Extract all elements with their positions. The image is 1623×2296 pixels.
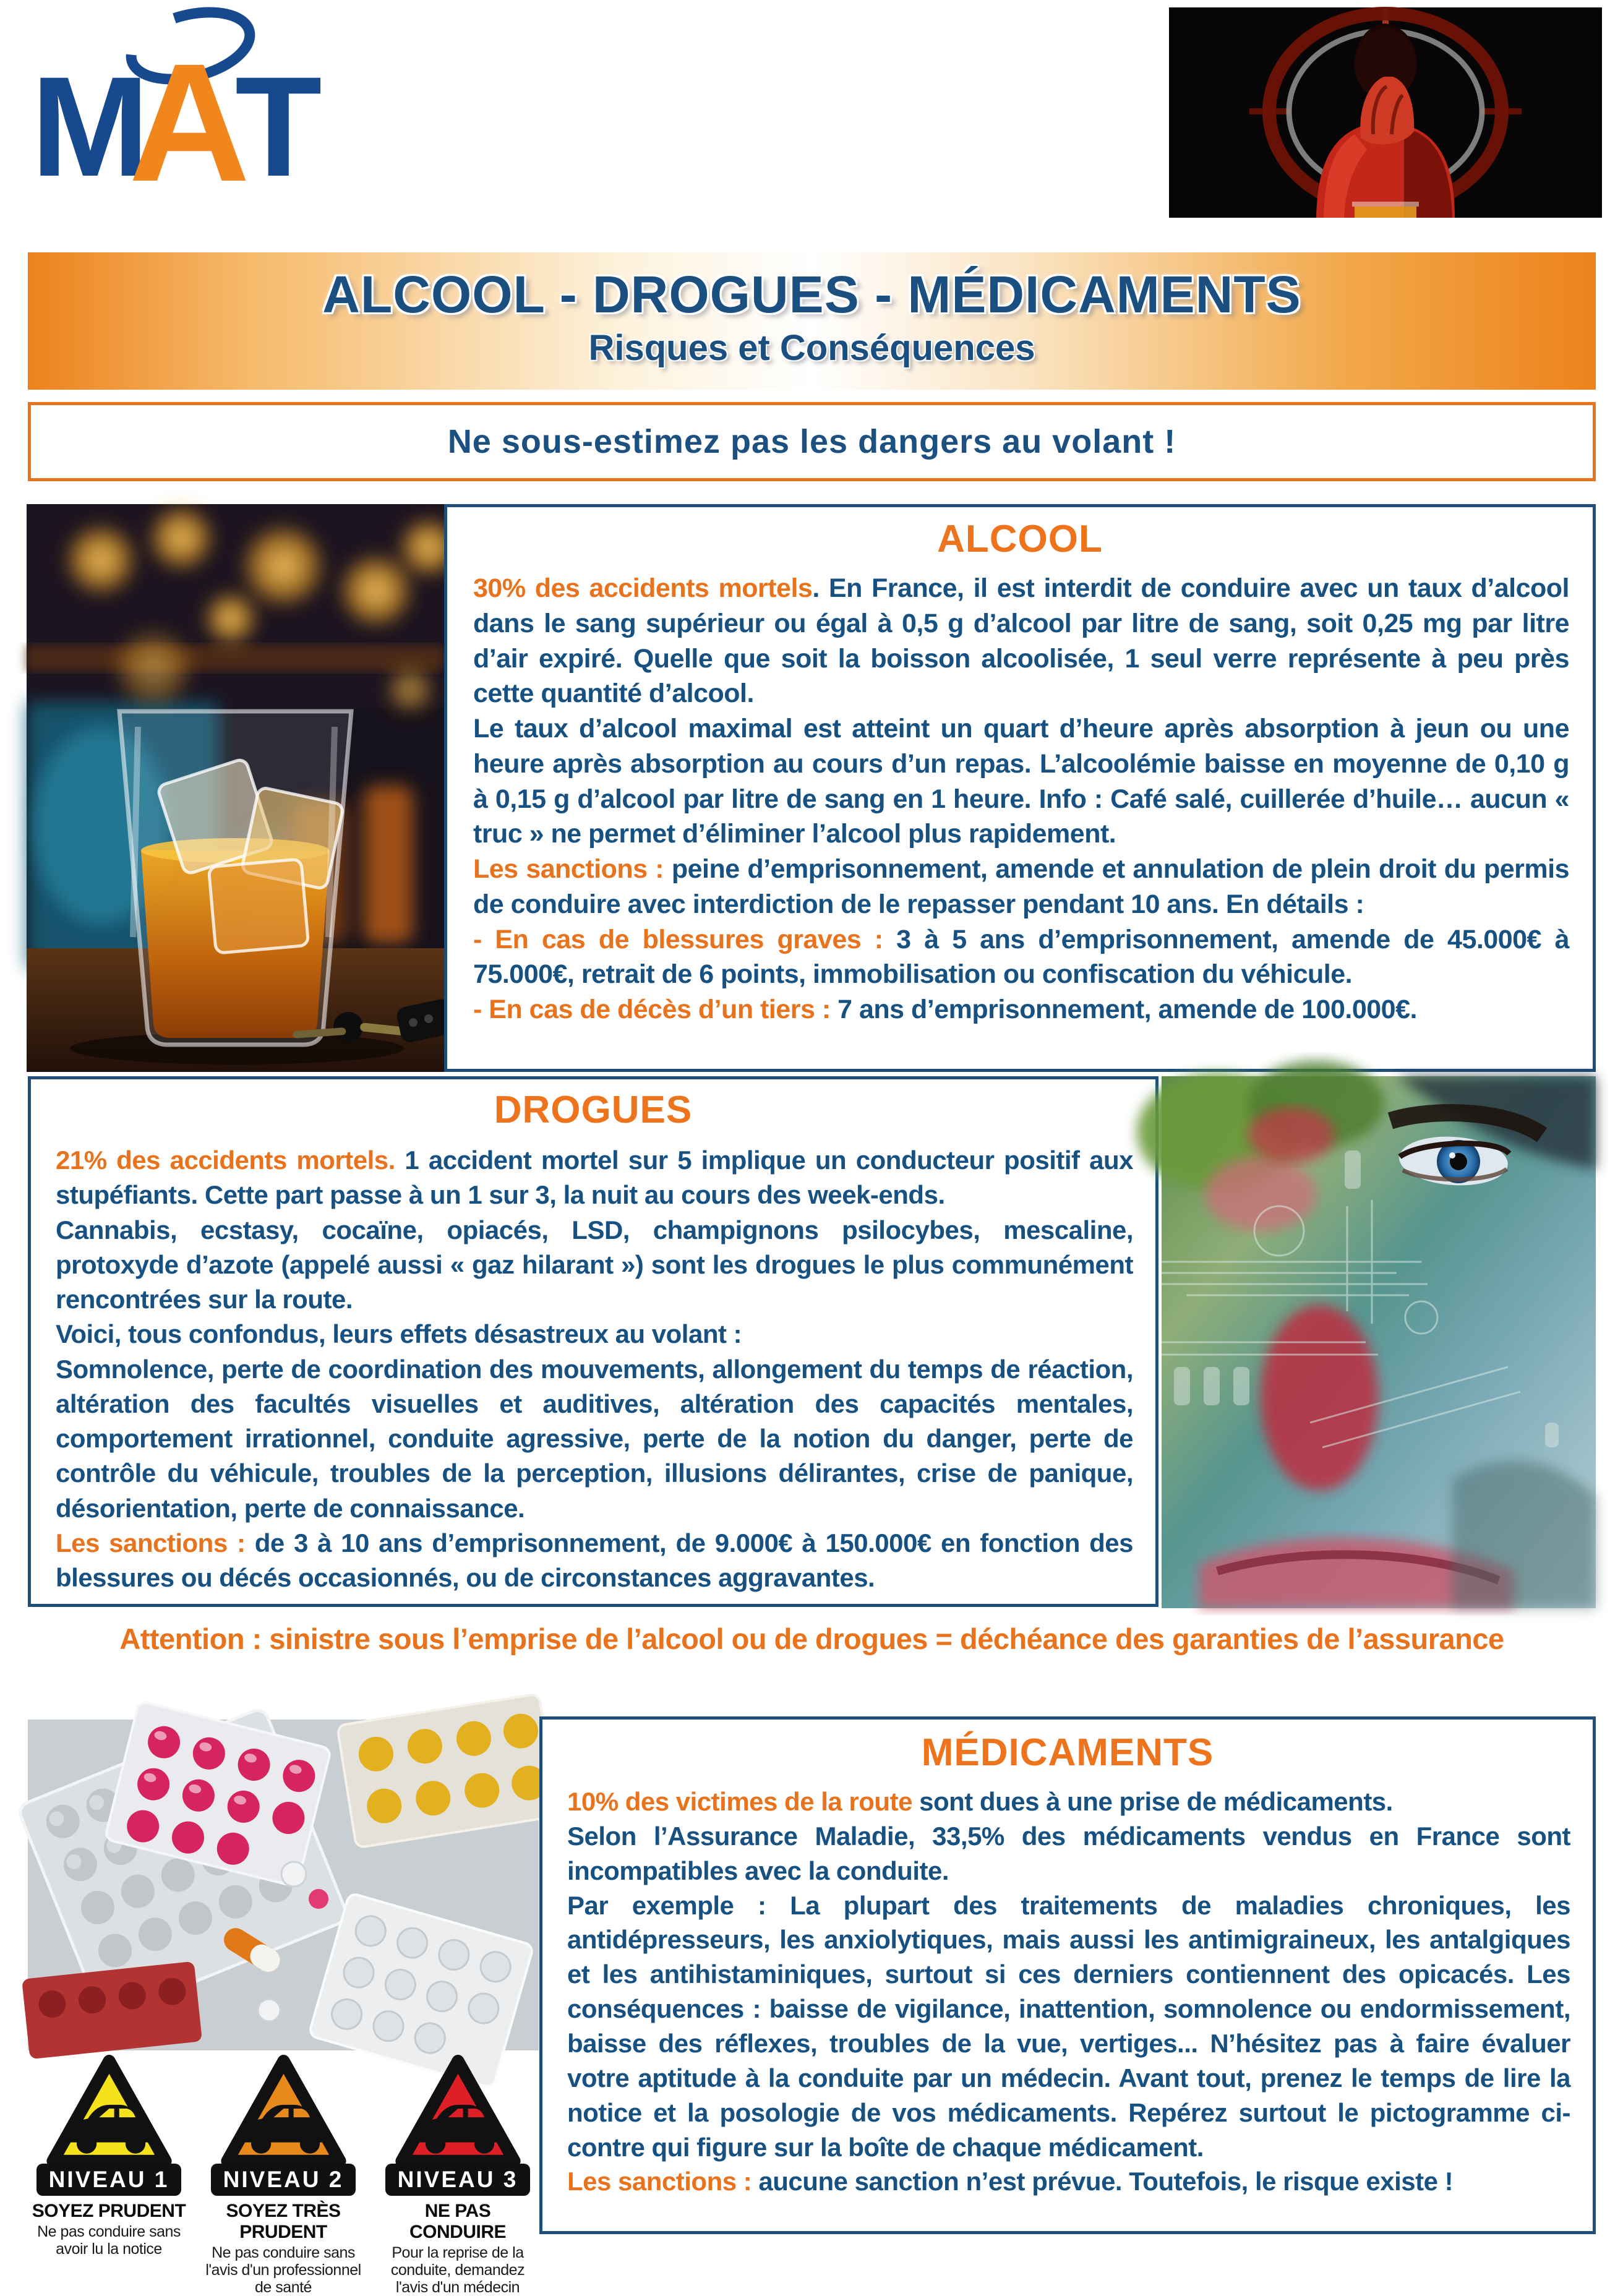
alcool-paragraph: 30% des accidents mortels. En France, il est interdit de conduire avec un taux d’alcool dans le sang supérieur ou égal à 0,5 g d’alcool par litre de sang, soit 0,25 mg par litre d’air expiré. Quelle que soit la boisson alcoolisée, 1 seul verre représente à peu près cette quantité d’alcool. xyxy=(473,573,1569,709)
drogues-sanctions-label: Les sanctions : xyxy=(56,1528,255,1557)
mat-logo-icon xyxy=(31,7,383,216)
header-photo xyxy=(1169,7,1602,219)
alcool-photo xyxy=(27,504,444,1072)
drogues-title: DROGUES xyxy=(494,1089,693,1131)
medicaments-paragraph: Les sanctions : aucune sanction n’est prévue. Toutefois, le risque existe ! xyxy=(567,2167,1454,2196)
drogues-paragraph: Les sanctions : de 3 à 10 ans d’emprisonnement, de 9.000€ à 150.000€ en fonction des blessures ou décés occasionnés, ou de circonstances aggravantes. xyxy=(56,1528,1133,1593)
face-nose-blob-icon xyxy=(1261,1305,1378,1491)
logo-letter-a: A xyxy=(129,28,251,216)
drogues-paragraph: Cannabis, ecstasy, cocaïne, opiacés, LSD, champignons psilocybes, mescaline, protoxyde d’azote (appelé aussi « gaz hilarant ») sont les drogues le plus communément rencontrées sur la route. xyxy=(56,1215,1133,1314)
warning-triangle-level3-icon xyxy=(388,2052,528,2167)
medicaments-photo xyxy=(28,1720,539,2050)
pictogram-title: SOYEZ PRUDENT xyxy=(32,2201,186,2221)
medicaments-sanctions-label: Les sanctions : xyxy=(567,2167,759,2196)
pictogram-subtitle: Ne pas conduire sans avoir lu la notice xyxy=(37,2223,181,2258)
warning-triangle-level1-icon xyxy=(40,2052,179,2167)
medicaments-stat: 10% des victimes de la route xyxy=(567,1787,920,1816)
drogues-body xyxy=(56,1143,1133,1595)
page-title: ALCOOL - DROGUES - MÉDICAMENTS xyxy=(322,265,1301,323)
niveau-badge: NIVEAU 1 xyxy=(36,2164,182,2196)
section-drogues xyxy=(28,1076,1158,1607)
pictogram-title: NE PAS CONDUIRE xyxy=(409,2201,506,2242)
tagline-text: Ne sous-estimez pas les dangers au volant ! xyxy=(447,423,1176,460)
logo-letter-t: T xyxy=(235,47,322,206)
alcool-stat: 30% des accidents mortels xyxy=(473,573,813,603)
drogues-photo xyxy=(1162,1076,1596,1608)
niveau-badge: NIVEAU 2 xyxy=(211,2164,356,2196)
pictogram-niveau-3 xyxy=(377,2052,539,2296)
alcool-body xyxy=(473,571,1569,1027)
alcool-paragraph: - En cas de blessures graves : 3 à 5 ans d’emprisonnement, amende de 45.000€ à 75.000€, retrait de 6 points, immobilisation ou confiscation du véhicule. xyxy=(473,924,1569,990)
medication-pictograms xyxy=(28,2052,539,2296)
tagline-box xyxy=(28,402,1596,481)
title-banner xyxy=(28,252,1596,390)
whisky-glass-photo-icon xyxy=(27,504,444,1072)
pictogram-subtitle: Ne pas conduire sans l'avis d'un professionnel de santé xyxy=(205,2244,361,2296)
despair-target-photo-icon xyxy=(1169,7,1602,218)
drogues-paragraph: 21% des accidents mortels. 1 accident mortel sur 5 implique un conducteur positif aux stupéfiants. Cette part passe à un 1 sur 3, la nuit au cours des week-ends. xyxy=(56,1146,1133,1210)
psychedelic-face-photo-icon xyxy=(1162,1076,1596,1608)
mat-logo xyxy=(31,7,383,216)
page-subtitle: Risques et Conséquences xyxy=(588,328,1035,368)
medicaments-paragraph: 10% des victimes de la route sont dues à une prise de médicaments. xyxy=(567,1787,1393,1816)
alcool-paragraph: Les sanctions : peine d’emprisonnement, amende et annulation de plein droit du permis de conduire avec interdiction de le repasser pendant 10 ans. En détails : xyxy=(473,854,1569,919)
attention-warning: Attention : sinistre sous l’emprise de l’alcool ou de drogues = déchéance des garanties de l’assurance xyxy=(119,1622,1504,1655)
drogues-paragraph: Somnolence, perte de coordination des mouvements, allongement du temps de réaction, altération des facultés visuelles et auditives, altération des capacités mentales, comportement irrationnel, conduite agressive, perte de la notion du danger, perte de contrôle du véhicule, troubles de la perception, illusions délirantes, crise de panique, désorientation, perte de connaissance. xyxy=(56,1354,1133,1523)
pictogram-title: SOYEZ TRÈS PRUDENT xyxy=(226,2201,341,2242)
alcool-paragraph: - En cas de décès d’un tiers : 7 ans d’emprisonnement, amende de 100.000€. xyxy=(473,995,1417,1024)
medicaments-body xyxy=(567,1784,1570,2199)
whisky-glass-icon xyxy=(119,711,351,1045)
pictogram-niveau-2 xyxy=(202,2052,364,2296)
alcool-sanctions-label: Les sanctions : xyxy=(473,854,672,884)
warning-triangle-level2-icon xyxy=(214,2052,353,2167)
pictogram-subtitle: Pour la reprise de la conduite, demandez l'avis d'un médecin xyxy=(390,2244,525,2296)
section-medicaments xyxy=(539,1716,1596,2234)
medicaments-paragraph: Selon l’Assurance Maladie, 33,5% des médicaments vendus en France sont incompatibles avec la conduite. xyxy=(567,1821,1570,1885)
drogues-paragraph: Voici, tous confondus, leurs effets désastreux au volant : xyxy=(56,1319,742,1349)
medicaments-paragraph: Par exemple : La plupart des traitements de maladies chroniques, les antidépresseurs, les anxiolytiques, mais aussi les antimigraineux, les antalgiques et les antihistaminiques, surtout si ces derniers contiennent des opicacés. Les conséquences : baisse de vigilance, inattention, somnolence ou endormissement, baisse des réflexes, troubles de la vue, vertiges... N’hésitez pas à faire évaluer votre aptitude à la conduite par un médecin. Avant tout, prenez le temps de lire la notice et la posologie de vos médicaments. Repérez surtout le pictogramme ci-contre qui figure sur la boîte de chaque médicament. xyxy=(567,1890,1570,2162)
section-alcool xyxy=(444,504,1596,1072)
drogues-stat: 21% des accidents mortels. xyxy=(56,1146,395,1175)
alcool-title: ALCOOL xyxy=(937,518,1103,560)
pills-photo-icon xyxy=(28,1720,539,2050)
medicaments-title: MÉDICAMENTS xyxy=(921,1731,1214,1774)
alcool-paragraph: Le taux d’alcool maximal est atteint un quart d’heure après absorption à jeun ou une heure après absorption au cours d’un repas. L’alcoolémie baisse en moyenne de 0,10 g à 0,15 g d’alcool par litre de sang en 1 heure. Info : Café salé, cuillerée d’huile… aucun « truc » ne permet d’éliminer l’alcool plus rapidement. xyxy=(473,714,1569,849)
niveau-badge: NIVEAU 3 xyxy=(385,2164,531,2196)
pictogram-niveau-1 xyxy=(28,2052,190,2258)
logo-letter-m: M xyxy=(31,47,150,206)
